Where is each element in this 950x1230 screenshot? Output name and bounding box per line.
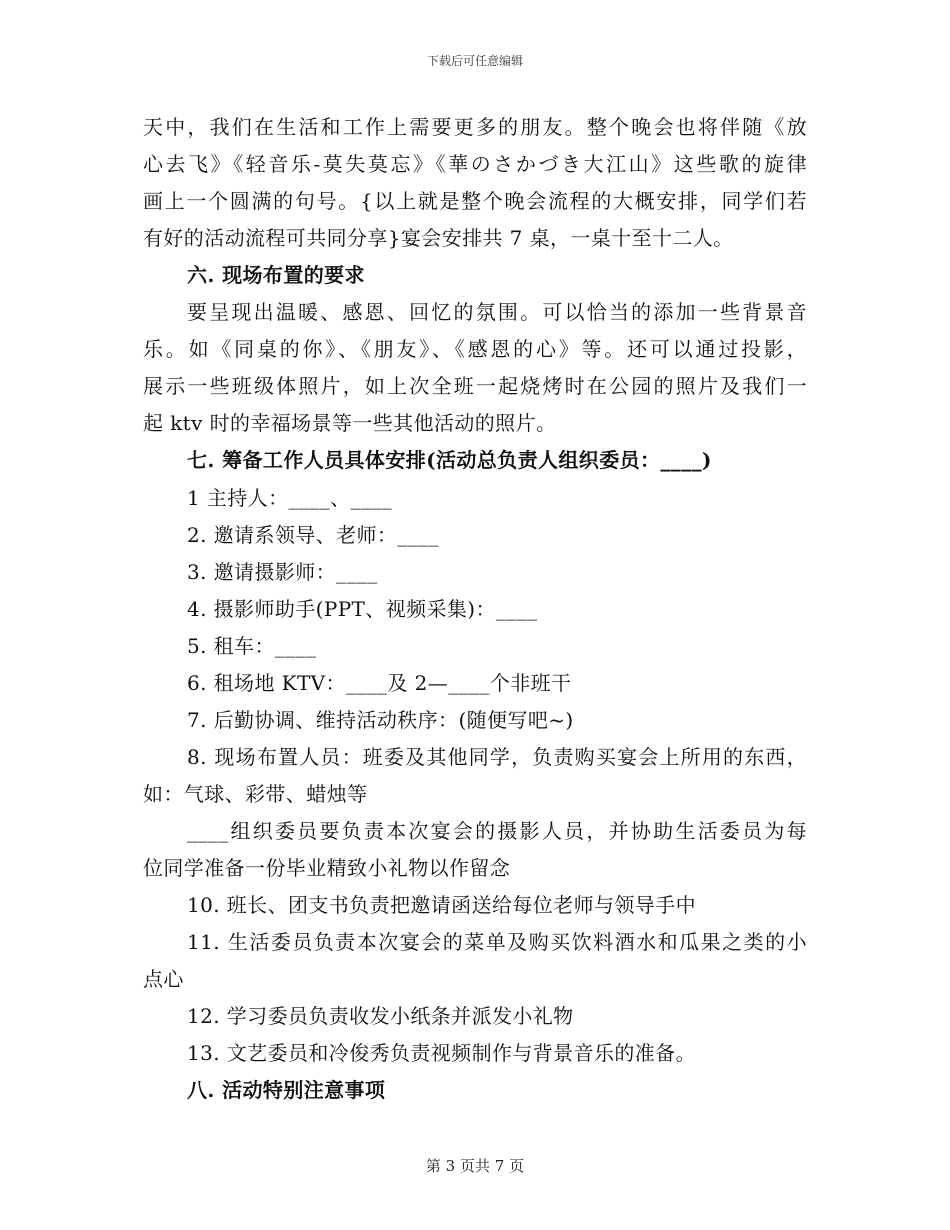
paragraph-line: 要呈现出温暖、感恩、回忆的氛围。可以恰当的添加一些背景音 (187, 300, 807, 324)
paragraph-line: 天中，我们在生活和工作上需要更多的朋友。整个晚会也将伴随《放 (143, 115, 807, 139)
section-heading-6: 六. 现场布置的要求 (187, 263, 365, 287)
list-item: 2. 邀请系领导、老师：____ (187, 523, 439, 547)
page-header: 下载后可任意编辑 (426, 54, 523, 68)
paragraph-line: 展示一些班级体照片，如上次全班一起烧烤时在公园的照片及我们一 (143, 374, 807, 398)
list-item: 12. 学习委员负责收发小纸条并派发小礼物 (187, 1004, 574, 1028)
list-item-continuation: 点心 (143, 967, 184, 991)
list-item: 8. 现场布置人员：班委及其他同学，负责购买宴会上所用的东西， (187, 745, 807, 769)
list-item: 5. 租车：____ (187, 634, 317, 658)
section-heading-7: 七. 筹备工作人员具体安排(活动总负责人组织委员：____) (187, 448, 712, 472)
list-item: 4. 摄影师助手(PPT、视频采集)：____ (187, 597, 538, 621)
paragraph-line: 心去飞》《轻音乐-莫失莫忘》《華のさかづき大江山》这些歌的旋律 (143, 152, 807, 176)
list-item-continuation: 位同学准备一份毕业精致小礼物以作留念 (143, 856, 511, 880)
paragraph-line: 起 ktv 时的幸福场景等一些其他活动的照片。 (143, 411, 557, 435)
list-item: 7. 后勤协调、维持活动秩序：(随便写吧~) (187, 708, 574, 732)
paragraph-line: 有好的活动流程可共同分享}宴会安排共 7 桌，一桌十至十二人。 (143, 226, 734, 250)
list-item: 13. 文艺委员和冷俊秀负责视频制作与背景音乐的准备。 (187, 1041, 696, 1065)
page-footer: 第 3 页共 7 页 (425, 1157, 525, 1175)
list-item: 3. 邀请摄影师：____ (187, 560, 378, 584)
paragraph-line: 乐。如《同桌的你》、《朋友》、《感恩的心》等。还可以通过投影， (143, 337, 807, 361)
section-heading-8: 八. 活动特别注意事项 (187, 1078, 386, 1102)
list-item: 11. 生活委员负责本次宴会的菜单及购买饮料酒水和瓜果之类的小 (187, 930, 807, 954)
list-item: 10. 班长、团支书负责把邀请函送给每位老师与领导手中 (187, 893, 696, 917)
paragraph-line: 画上一个圆满的句号。{以上就是整个晚会流程的大概安排，同学们若 (143, 189, 807, 213)
list-item-continuation: 如：气球、彩带、蜡烛等 (143, 782, 368, 806)
list-item: 6. 租场地 KTV：____及 2—____个非班干 (187, 671, 572, 695)
list-item: 1 主持人：____、____ (187, 486, 393, 510)
list-item: ____组织委员要负责本次宴会的摄影人员，并协助生活委员为每 (187, 819, 807, 843)
